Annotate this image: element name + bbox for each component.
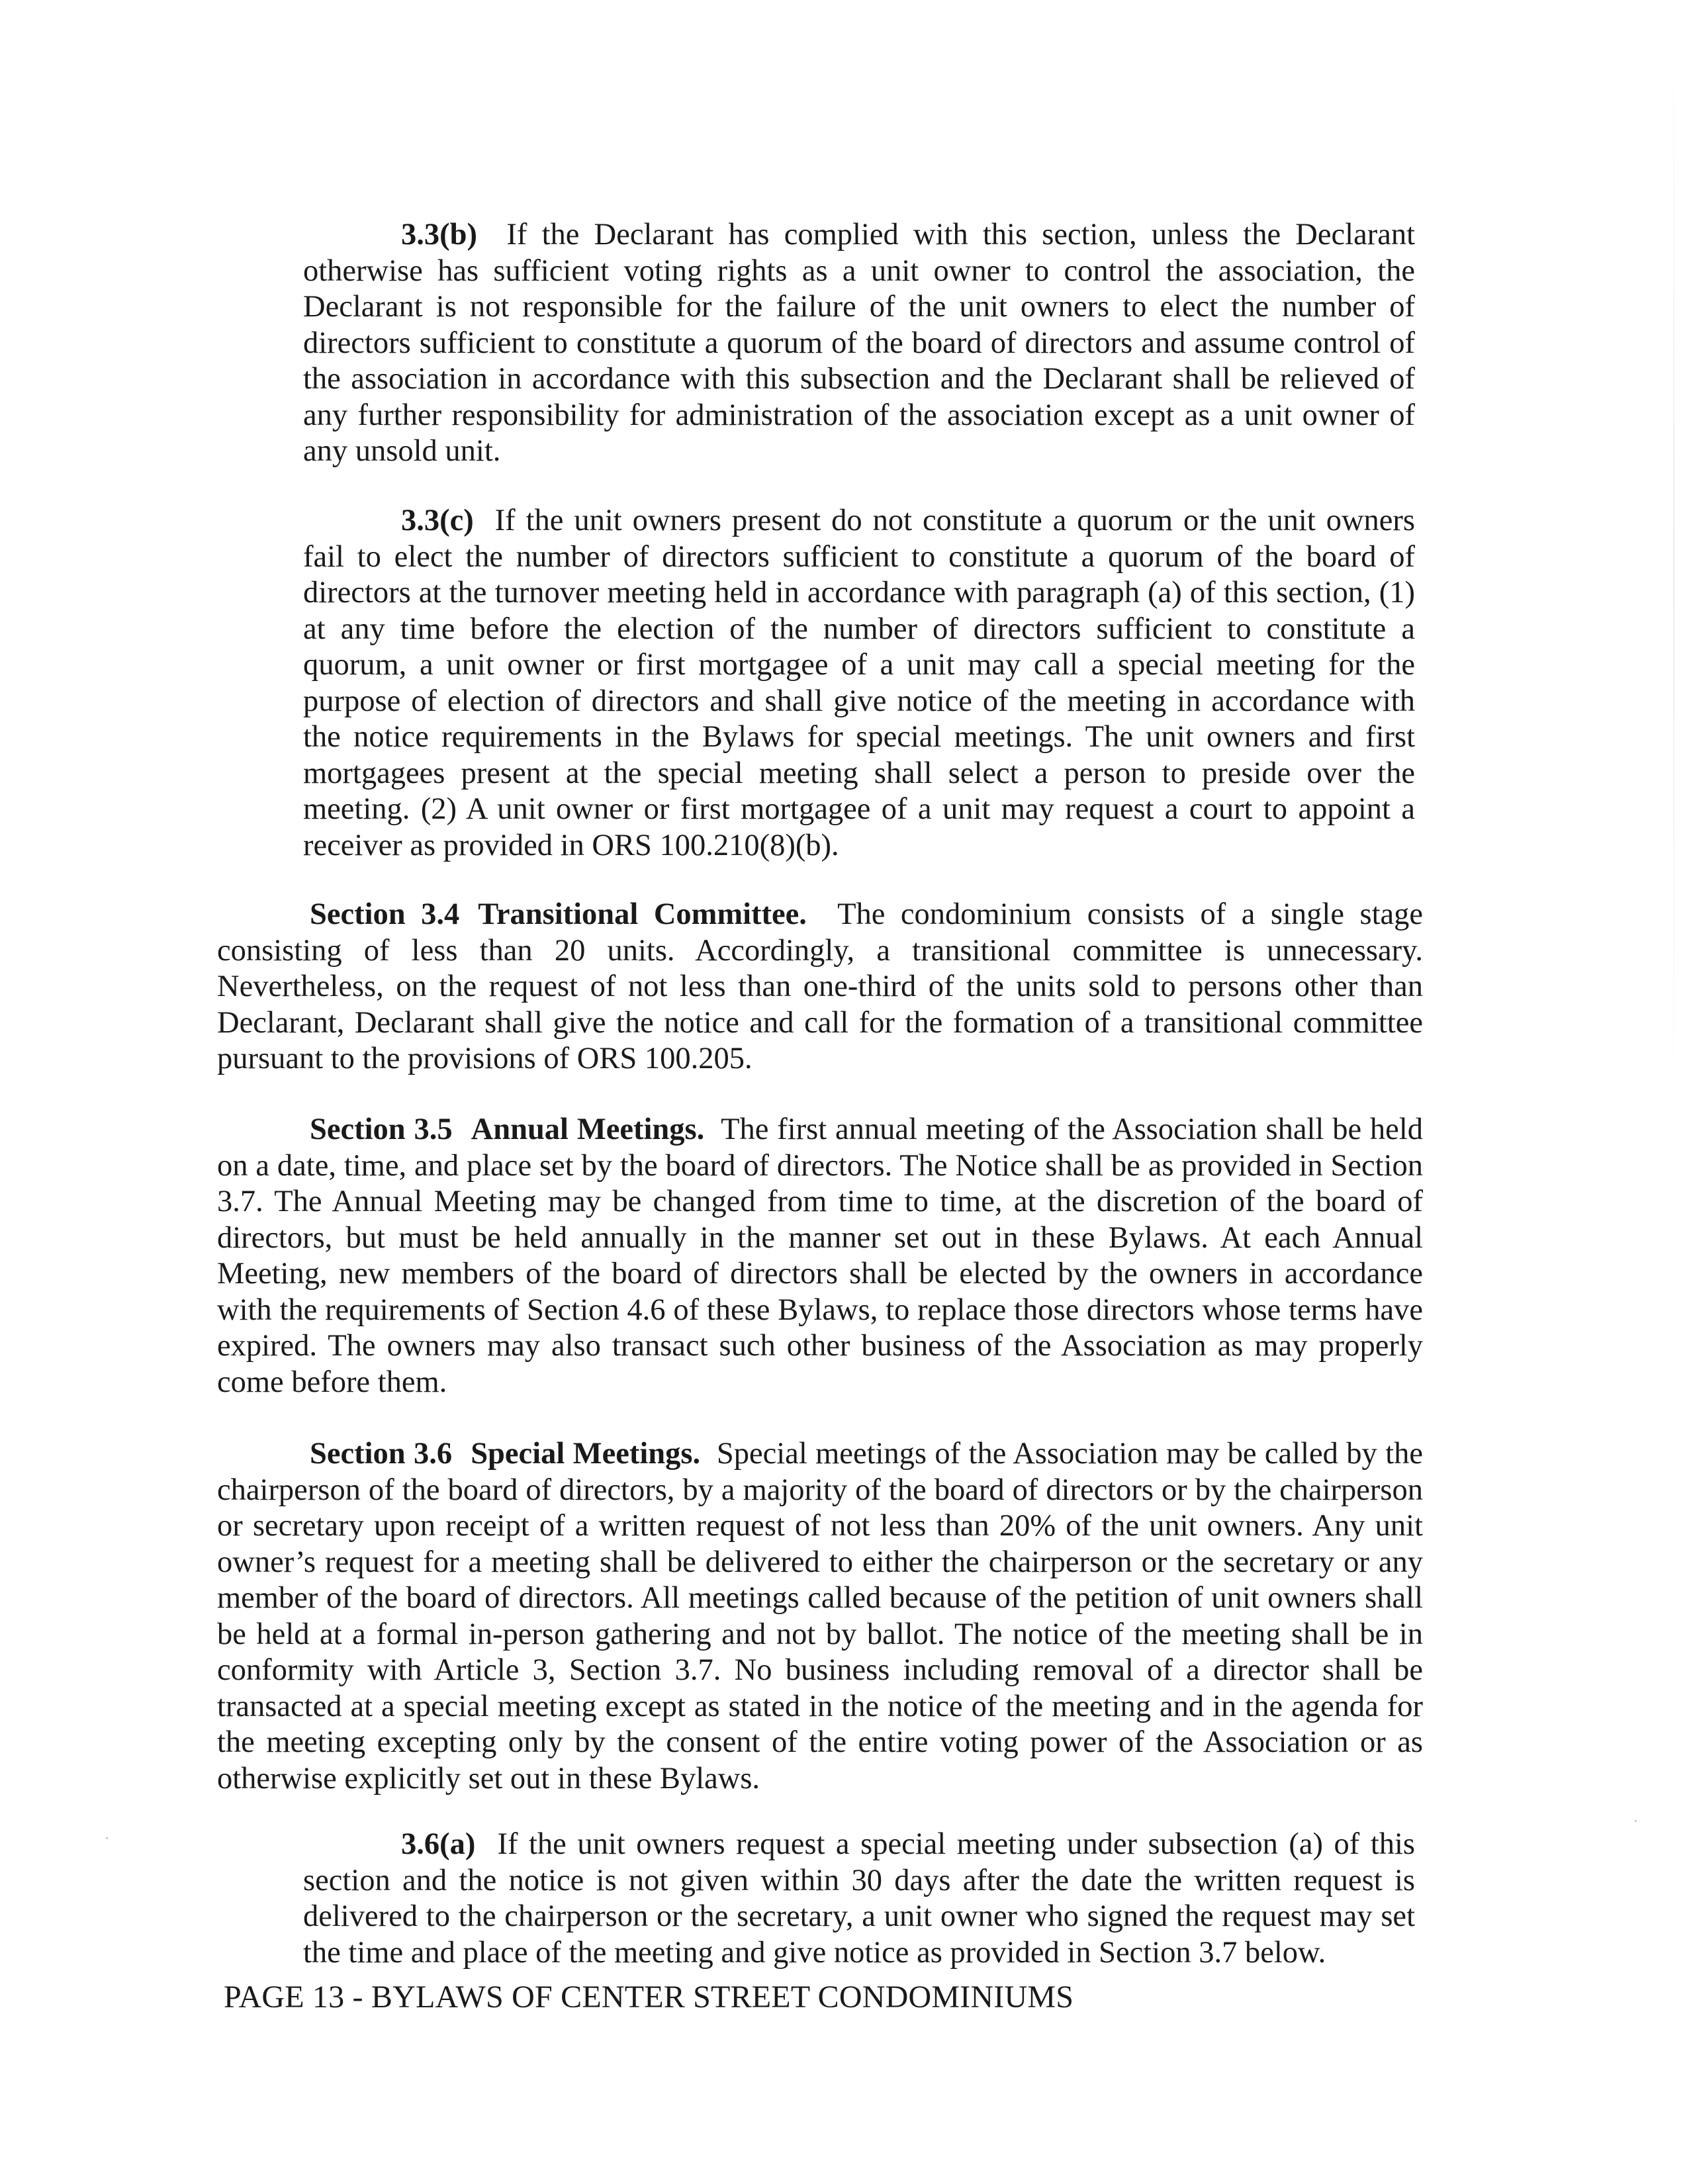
- paragraph-3-3b: [303, 217, 1415, 470]
- section-number: Section 3.5: [310, 1113, 453, 1146]
- scan-edge-shadow: [1673, 40, 1674, 1099]
- section-text: The first annual meeting of the Association shall be held on a date, time, and place set by the board of directors. The Notice shall be as provided in Section 3.7. The Annual Meeting may be changed from time to time, at the discretion of the board of directors, but must be held annually in the manner set out in these Bylaws. At each Annual Meeting, new members of the board of directors shall be elected by the owners in accordance with the requirements of Section 4.6 of these Bylaws, to replace those directors whose terms have expired. The owners may also transact such other business of the Association as may properly come before them.: [217, 1113, 1423, 1399]
- paragraph-3-6a: [303, 1827, 1415, 1971]
- paragraph-label: 3.3(c): [401, 504, 474, 537]
- scan-speck: [1635, 1820, 1637, 1822]
- paragraph-label: 3.6(a): [401, 1827, 476, 1861]
- section-3-5: [217, 1112, 1423, 1400]
- section-title: Special Meetings.: [471, 1437, 701, 1471]
- page-footer: PAGE 13 - BYLAWS OF CENTER STREET CONDOMINIUMS: [224, 1979, 1074, 2015]
- section-3-4: [217, 897, 1423, 1077]
- section-number: Section 3.4: [310, 897, 460, 931]
- paragraph-text: If the unit owners present do not constitute a quorum or the unit owners fail to elect the number of directors sufficient to constitute a quorum of the board of directors at the turnover meeting held in accordance with paragraph (a) of this section, (1) at any time before the election of the number of directors sufficient to constitute a quorum, a unit owner or first mortgagee of a unit may call a special meeting for the purpose of election of directors and shall give notice of the meeting in accordance with the notice requirements in the Bylaws for special meetings. The unit owners and first mortgagees present at the special meeting shall select a person to preside over the meeting. (2) A unit owner or first mortgagee of a unit may request a court to appoint a receiver as provided in ORS 100.210(8)(b).: [303, 504, 1416, 862]
- section-text: The condominium consists of a single stage consisting of less than 20 units. Accordingly, a transitional committee is unnecessary. Nevertheless, on the request of not less than one-third of the units sold to persons other than Declarant, Declarant shall give the notice and call for the formation of a transitional committee pursuant to the provisions of ORS 100.205.: [217, 897, 1424, 1075]
- section-3-6: [217, 1436, 1423, 1797]
- paragraph-3-3c: [303, 503, 1415, 864]
- section-text: Special meetings of the Association may be called by the chairperson of the board of directors, by a majority of the board of directors or by the chairperson or secretary upon receipt of a written request of not less than 20% of the unit owners. Any unit owner’s request for a meeting shall be delivered to either the chairperson or the secretary or any member of the board of directors. All meetings called because of the petition of unit owners shall be held at a formal in-person gathering and not by ballot. The notice of the meeting shall be in conformity with Article 3, Section 3.7. No business including removal of a director shall be transacted at a special meeting except as stated in the notice of the meeting and in the agenda for the meeting excepting only by the consent of the entire voting power of the Association or as otherwise explicitly set out in these Bylaws.: [217, 1437, 1423, 1796]
- section-number: Section 3.6: [310, 1437, 453, 1471]
- paragraph-text: If the Declarant has complied with this section, unless the Declarant otherwise has sufficient voting rights as a unit owner to control the association, the Declarant is not responsible for the failure of the unit owners to elect the number of directors sufficient to constitute a quorum of the board of directors and assume control of the association in accordance with this subsection and the Declarant shall be relieved of any further responsibility for administration of the association except as a unit owner of any unsold unit.: [303, 218, 1416, 468]
- paragraph-text: If the unit owners request a special meeting under subsection (a) of this section and the notice is not given within 30 days after the date the written request is delivered to the chairperson or the secretary, a unit owner who signed the request may set the time and place of the meeting and give notice as provided in Section 3.7 below.: [303, 1827, 1416, 1970]
- section-title: Transitional Committee.: [478, 897, 807, 931]
- paragraph-label: 3.3(b): [401, 218, 477, 251]
- section-title: Annual Meetings.: [471, 1113, 705, 1146]
- scan-speck: [106, 1837, 108, 1839]
